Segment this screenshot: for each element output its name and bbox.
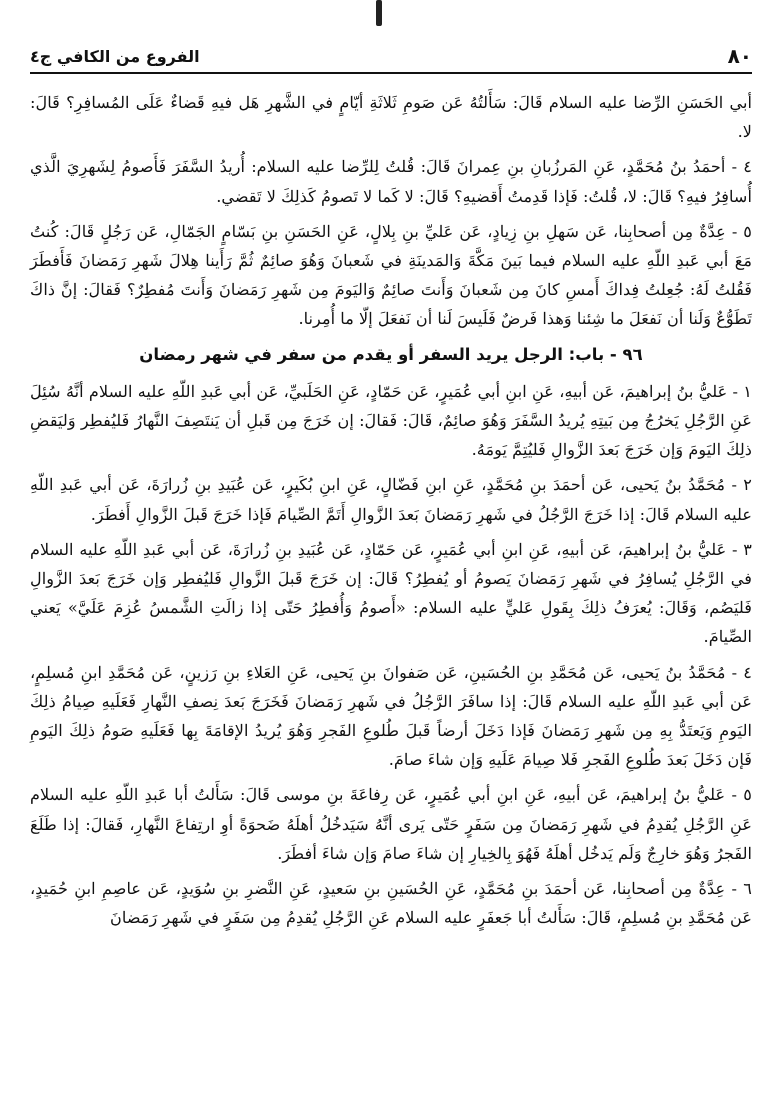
- hadith-paragraph: ٣ - عَليُّ بنُ إبراهيمَ، عَن أبيهِ، عَنِ ابنِ أبي عُمَيرٍ، عَن حَمّادٍ، عَن عُبَيدِ بنِ زُرارَةَ، عَن أبي عَبدِ اللّهِ عليه السلام في الرَّجُلِ يُسافِرُ في شَهرِ رَمَضانَ يَصومُ أو يُفطِرُ؟ قَالَ: إن خَرَجَ قَبلَ الزَّوالِ فَليُفطِر وَإن خَرَجَ بَعدَ الزَّوالِ فَليَصُم، وَقَالَ: يُعرَفُ ذلِكَ بِقَولِ عَليٍّ عليه السلام: «أَصومُ وَأُفطِرُ حَتّى إذا زالَتِ الشَّمسُ عُزِمَ عَلَيَّ» يَعني الصِّيامَ.: [30, 539, 752, 647]
- hadith-paragraph: ٦ - عِدَّةٌ مِن أصحابِنا، عَن أحمَدَ بنِ مُحَمَّدٍ، عَنِ الحُسَينِ بنِ سَعيدٍ، عَنِ النَّضرِ بنِ سُوَيدٍ، عَن عاصِمِ ابنِ حُمَيدٍ، عَن مُحَمَّدِ بنِ مُسلِمٍ، قَالَ: سَأَلتُ أبا جَعفَرٍ عليه السلام عَنِ الرَّجُلِ يُقدِمُ مِن سَفَرٍ في شَهرِ رَمَضانَ: [30, 879, 752, 928]
- section-heading: ٩٦ - باب: الرجل يريد السفر أو يقدم من سفر في شهر رمضان: [139, 344, 643, 364]
- page-header: [30, 40, 752, 74]
- running-title: الفروع من الكافي ج٤: [30, 46, 200, 66]
- hadith-paragraph: ٤ - مُحَمَّدُ بنُ يَحيى، عَن مُحَمَّدِ بنِ الحُسَينِ، عَن صَفوانَ بنِ يَحيى، عَنِ العَلاءِ بنِ رَزينٍ، عَن مُحَمَّدِ ابنِ مُسلِمٍ، عَن أبي عَبدِ اللّهِ عليه السلام قَالَ: إذا سافَرَ الرَّجُلُ في شَهرِ رَمَضانَ فَخَرَجَ بَعدَ نِصفِ النَّهارِ فَعَلَيهِ صِيامُ ذلِكَ اليَومِ وَيَعتَدُّ بِهِ مِن شَهرِ رَمَضانَ فَإذا دَخَلَ أرضاً قَبلَ طُلوعِ الفَجرِ وَهُوَ يُريدُ الإقامَةَ بِها فَعَلَيهِ صَومُ ذلِكَ اليَومِ فَإن دَخَلَ بَعدَ طُلوعِ الفَجرِ فَلا صِيامَ عَلَيهِ وَإن شاءَ صامَ.: [30, 662, 752, 770]
- hadith-paragraph: ٢ - مُحَمَّدُ بنُ يَحيى، عَن أحمَدَ بنِ مُحَمَّدٍ، عَنِ ابنِ فَضّالٍ، عَنِ ابنِ بُكَيرٍ، عَن عُبَيدِ بنِ زُرارَةَ، عَن أبي عَبدِ اللّهِ عليه السلام قَالَ: إذا خَرَجَ الرَّجُلُ في شَهرِ رَمَضانَ بَعدَ الزَّوالِ أَتَمَّ الصِّيامَ فَإذا خَرَجَ قَبلَ الزَّوالِ أَفطَرَ.: [30, 475, 752, 524]
- paragraph: ٤ - أحمَدُ بنُ مُحَمَّدٍ، عَنِ المَرزُبانِ بنِ عِمرانَ قَالَ: قُلتُ لِلرِّضا عليه السلام: أُريدُ السَّفَرَ فَأَصومُ لِشَهرِيَ الَّذي أُسافِرُ فيهِ؟ قَالَ: لا، قُلتُ: فَإذا قَدِمتُ أَقضيهِ؟ قَالَ: لا كَما لا تَصومُ كَذلِكَ لا تَقضي.: [30, 157, 752, 206]
- page-number: ٨٠: [727, 44, 752, 68]
- page-body: [30, 88, 752, 938]
- binding-mark: [376, 0, 382, 26]
- hadith-paragraph: ١ - عَليُّ بنُ إبراهيمَ، عَن أبيهِ، عَنِ ابنِ أبي عُمَيرٍ، عَن حَمّادٍ، عَنِ الحَلَبيِّ، عَن أبي عَبدِ اللّهِ عليه السلام أنَّهُ سُئِلَ عَنِ الرَّجُلِ يَخرُجُ مِن بَيتِهِ يُريدُ السَّفَرَ وَهُوَ صائِمٌ، قَالَ: فَقالَ: إن خَرَجَ مِن قَبلِ أن يَنتَصِفَ النَّهارُ فَليُفطِر وَليَقضِ ذلِكَ اليَومَ وَإن خَرَجَ بَعدَ الزَّوالِ فَليُتِمَّ يَومَهُ.: [30, 381, 752, 460]
- paragraph: ٥ - عِدَّةٌ مِن أصحابِنا، عَن سَهلِ بنِ زِيادٍ، عَن عَليِّ بنِ بِلالٍ، عَنِ الحَسَنِ بنِ بَسّامٍ الجَمّالِ، عَن رَجُلٍ قَالَ: كُنتُ مَعَ أبي عَبدِ اللّهِ عليه السلام فيما بَينَ مَكَّةَ وَالمَدينَةِ في شَعبانَ وَهُوَ صائِمٌ ثُمَّ رَأَينا هِلالَ شَهرِ رَمَضانَ فَأَفطَرَ فَقُلتُ لَهُ: جُعِلتُ فِداكَ أَمسِ كانَ مِن شَعبانَ وَأَنتَ صائِمٌ وَاليَومَ مِن شَهرِ رَمَضانَ وَأَنتَ مُفطِرٌ؟ فَقالَ: إنَّ ذاكَ تَطَوُّعٌ وَلَنا أن نَفعَلَ ما شِئنا وَهذا فَرضٌ فَلَيسَ لَنا أن نَفعَلَ إلّا ما أُمِرنا.: [30, 221, 752, 329]
- hadith-paragraph: ٥ - عَليُّ بنُ إبراهيمَ، عَن أبيهِ، عَنِ ابنِ أبي عُمَيرٍ، عَن رِفاعَةَ بنِ موسى قَالَ: سَأَلتُ أبا عَبدِ اللّهِ عليه السلام عَنِ الرَّجُلِ يُقدِمُ في شَهرِ رَمَضانَ مِن سَفَرٍ حَتّى يَرى أنَّهُ سَيَدخُلُ أهلَهُ ضَحوَةً أوِ ارتِفاعَ النَّهارِ، فَقالَ: إذا طَلَعَ الفَجرُ وَهُوَ خارِجٌ وَلَم يَدخُل أهلَهُ فَهُوَ بِالخِيارِ إن شاءَ صامَ وَإن شاءَ أفطَرَ.: [30, 785, 752, 863]
- paragraph: أبي الحَسَنِ الرِّضا عليه السلام قَالَ: سَأَلتُهُ عَن صَومِ ثَلاثَةِ أيّامٍ في الشَّهرِ هَل فيهِ قَضاءٌ عَلَى المُسافِرِ؟ قَالَ: لا.: [30, 93, 752, 142]
